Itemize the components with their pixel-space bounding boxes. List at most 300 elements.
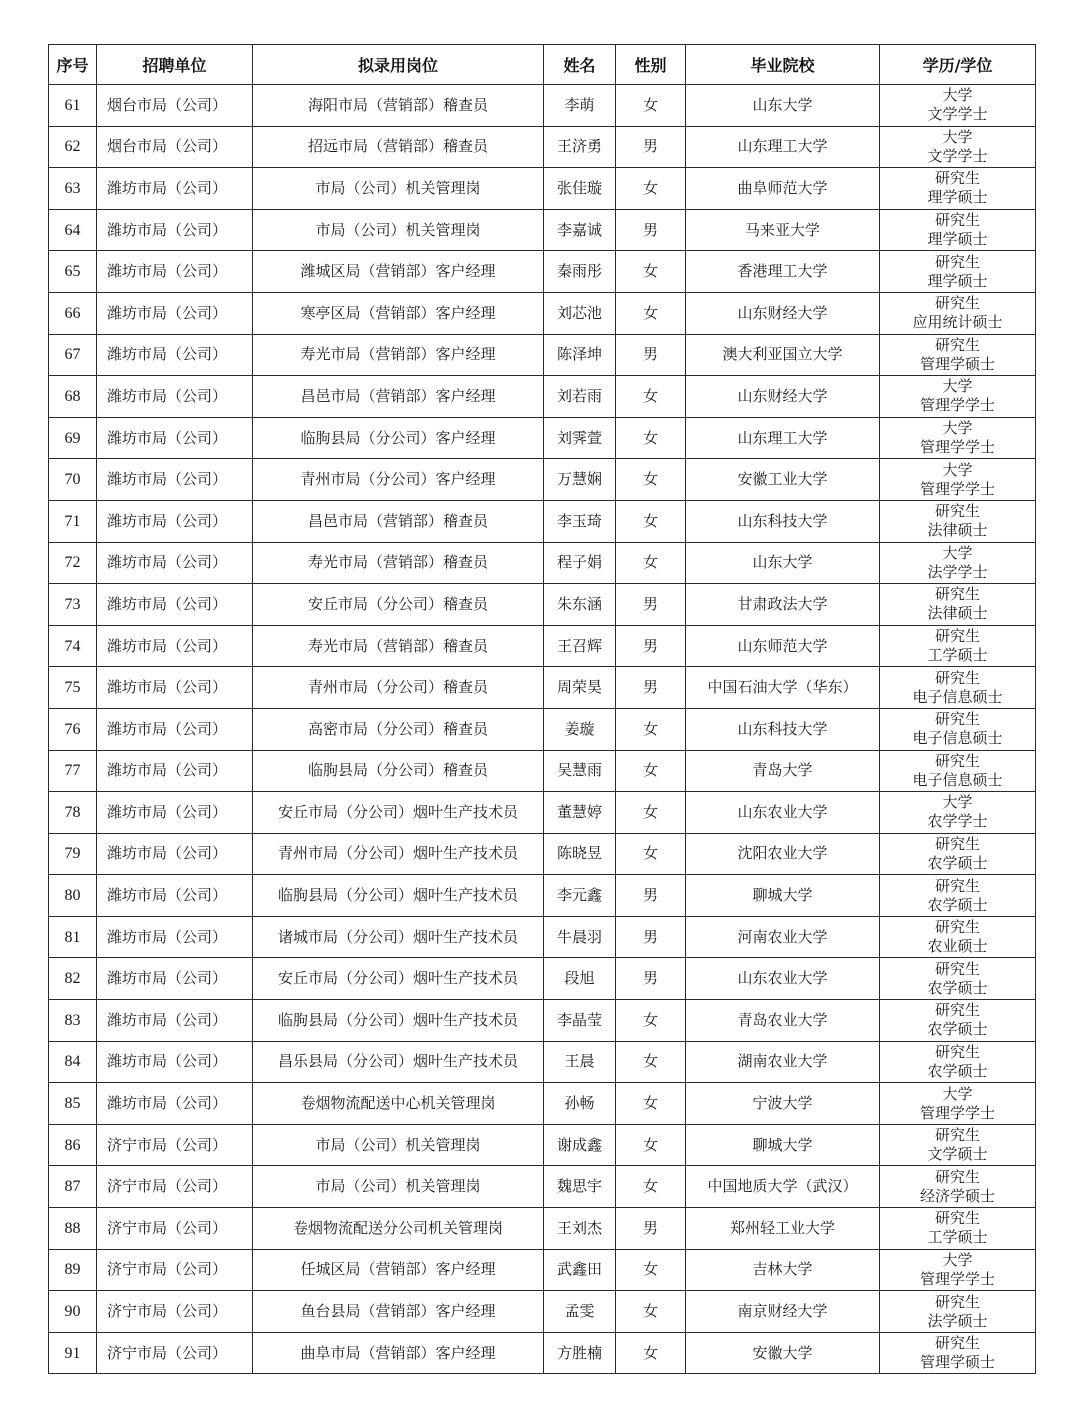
table-row — [49, 417, 1036, 459]
cell-serial-no: 63 — [49, 168, 97, 210]
cell-gender: 女 — [616, 1041, 686, 1083]
cell-serial-no: 68 — [49, 376, 97, 418]
cell-gender: 女 — [616, 1083, 686, 1125]
cell-name: 陈泽坤 — [544, 334, 616, 376]
degree: 管理学学士 — [919, 396, 995, 415]
cell-graduate-school: 沈阳农业大学 — [686, 833, 880, 875]
cell-name: 魏思宇 — [544, 1166, 616, 1208]
education-level: 大学 — [942, 377, 973, 396]
cell-recruiting-unit: 烟台市局（公司） — [97, 126, 253, 168]
cell-name: 李玉琦 — [544, 500, 616, 542]
cell-name: 姜璇 — [544, 708, 616, 750]
cell-serial-no: 80 — [49, 875, 97, 917]
cell-recruiting-unit: 潍坊市局（公司） — [97, 958, 253, 1000]
cell-name: 王济勇 — [544, 126, 616, 168]
cell-education-degree — [880, 542, 1036, 584]
table-row — [49, 1000, 1036, 1042]
degree: 文学学士 — [927, 146, 988, 165]
cell-proposed-post: 临朐县局（分公司）客户经理 — [253, 417, 544, 459]
cell-graduate-school: 南京财经大学 — [686, 1291, 880, 1333]
cell-gender: 女 — [616, 1166, 686, 1208]
table-row — [49, 1208, 1036, 1250]
cell-serial-no: 74 — [49, 625, 97, 667]
cell-recruiting-unit: 潍坊市局（公司） — [97, 750, 253, 792]
cell-recruiting-unit: 济宁市局（公司） — [97, 1332, 253, 1374]
cell-gender: 女 — [616, 1000, 686, 1042]
table-row — [49, 542, 1036, 584]
header-gender: 性别 — [616, 45, 686, 85]
cell-graduate-school: 吉林大学 — [686, 1249, 880, 1291]
education-level: 大学 — [942, 793, 973, 812]
education-level: 大学 — [942, 127, 973, 146]
cell-gender: 女 — [616, 542, 686, 584]
education-level: 研究生 — [934, 1126, 980, 1145]
cell-name: 吴慧雨 — [544, 750, 616, 792]
cell-gender: 男 — [616, 958, 686, 1000]
cell-name: 孙畅 — [544, 1083, 616, 1125]
cell-serial-no: 84 — [49, 1041, 97, 1083]
cell-gender: 女 — [616, 708, 686, 750]
table-row — [49, 376, 1036, 418]
cell-proposed-post: 市局（公司）机关管理岗 — [253, 168, 544, 210]
education-level: 研究生 — [934, 169, 980, 188]
degree: 法律硕士 — [927, 604, 988, 623]
degree: 农学硕士 — [927, 895, 988, 914]
education-level: 研究生 — [934, 1334, 980, 1353]
cell-proposed-post: 寒亭区局（营销部）客户经理 — [253, 292, 544, 334]
degree: 理学硕士 — [927, 271, 988, 290]
header-recruiting-unit: 招聘单位 — [97, 45, 253, 85]
degree: 工学硕士 — [927, 646, 988, 665]
cell-gender: 女 — [616, 85, 686, 127]
degree: 农学硕士 — [927, 1020, 988, 1039]
cell-graduate-school: 香港理工大学 — [686, 251, 880, 293]
cell-serial-no: 66 — [49, 292, 97, 334]
table-row — [49, 1041, 1036, 1083]
cell-gender: 女 — [616, 251, 686, 293]
education-level: 研究生 — [934, 252, 980, 271]
education-level: 研究生 — [934, 585, 980, 604]
cell-education-degree — [880, 85, 1036, 127]
cell-education-degree — [880, 708, 1036, 750]
cell-serial-no: 75 — [49, 667, 97, 709]
degree: 农学硕士 — [927, 853, 988, 872]
cell-recruiting-unit: 潍坊市局（公司） — [97, 459, 253, 501]
cell-serial-no: 70 — [49, 459, 97, 501]
cell-serial-no: 83 — [49, 1000, 97, 1042]
cell-gender: 女 — [616, 1249, 686, 1291]
cell-recruiting-unit: 潍坊市局（公司） — [97, 542, 253, 584]
cell-proposed-post: 市局（公司）机关管理岗 — [253, 1166, 544, 1208]
cell-graduate-school: 山东农业大学 — [686, 792, 880, 834]
cell-education-degree — [880, 625, 1036, 667]
cell-name: 秦雨彤 — [544, 251, 616, 293]
table-row — [49, 1166, 1036, 1208]
education-level: 研究生 — [934, 668, 980, 687]
table-row — [49, 1083, 1036, 1125]
cell-proposed-post: 寿光市局（营销部）客户经理 — [253, 334, 544, 376]
cell-proposed-post: 高密市局（分公司）稽查员 — [253, 708, 544, 750]
table-row — [49, 1291, 1036, 1333]
cell-gender: 女 — [616, 292, 686, 334]
cell-education-degree — [880, 750, 1036, 792]
cell-graduate-school: 宁波大学 — [686, 1083, 880, 1125]
cell-recruiting-unit: 潍坊市局（公司） — [97, 667, 253, 709]
cell-name: 朱东涵 — [544, 584, 616, 626]
cell-serial-no: 73 — [49, 584, 97, 626]
education-level: 研究生 — [934, 1292, 980, 1311]
education-level: 研究生 — [934, 1001, 980, 1020]
cell-recruiting-unit: 潍坊市局（公司） — [97, 417, 253, 459]
education-level: 大学 — [942, 419, 973, 438]
cell-graduate-school: 山东财经大学 — [686, 376, 880, 418]
degree: 法学学士 — [927, 562, 988, 581]
degree: 管理学学士 — [919, 1269, 995, 1288]
cell-education-degree — [880, 1291, 1036, 1333]
cell-name: 牛晨羽 — [544, 916, 616, 958]
cell-proposed-post: 招远市局（营销部）稽查员 — [253, 126, 544, 168]
cell-gender: 女 — [616, 1291, 686, 1333]
cell-name: 万慧娴 — [544, 459, 616, 501]
cell-proposed-post: 安丘市局（分公司）烟叶生产技术员 — [253, 792, 544, 834]
cell-name: 王召辉 — [544, 625, 616, 667]
cell-gender: 女 — [616, 792, 686, 834]
cell-education-degree — [880, 1124, 1036, 1166]
cell-proposed-post: 安丘市局（分公司）烟叶生产技术员 — [253, 958, 544, 1000]
degree: 文学学士 — [927, 105, 988, 124]
table-row — [49, 708, 1036, 750]
cell-serial-no: 67 — [49, 334, 97, 376]
cell-proposed-post: 市局（公司）机关管理岗 — [253, 209, 544, 251]
degree: 文学硕士 — [927, 1145, 988, 1164]
cell-recruiting-unit: 济宁市局（公司） — [97, 1124, 253, 1166]
table-row — [49, 334, 1036, 376]
cell-graduate-school: 山东大学 — [686, 542, 880, 584]
cell-serial-no: 61 — [49, 85, 97, 127]
table-row — [49, 792, 1036, 834]
cell-recruiting-unit: 济宁市局（公司） — [97, 1166, 253, 1208]
cell-education-degree — [880, 1083, 1036, 1125]
cell-recruiting-unit: 潍坊市局（公司） — [97, 708, 253, 750]
cell-gender: 女 — [616, 459, 686, 501]
table-row — [49, 875, 1036, 917]
cell-graduate-school: 澳大利亚国立大学 — [686, 334, 880, 376]
education-level: 研究生 — [934, 834, 980, 853]
cell-gender: 男 — [616, 875, 686, 917]
cell-gender: 男 — [616, 667, 686, 709]
cell-proposed-post: 昌邑市局（营销部）客户经理 — [253, 376, 544, 418]
cell-gender: 女 — [616, 750, 686, 792]
header-graduate-school: 毕业院校 — [686, 45, 880, 85]
degree: 管理学硕士 — [919, 1353, 995, 1372]
cell-education-degree — [880, 376, 1036, 418]
cell-education-degree — [880, 168, 1036, 210]
cell-education-degree — [880, 459, 1036, 501]
degree: 理学硕士 — [927, 230, 988, 249]
table-row — [49, 85, 1036, 127]
cell-serial-no: 77 — [49, 750, 97, 792]
degree: 法律硕士 — [927, 521, 988, 540]
cell-proposed-post: 卷烟物流配送中心机关管理岗 — [253, 1083, 544, 1125]
education-level: 研究生 — [934, 959, 980, 978]
education-level: 研究生 — [934, 1042, 980, 1061]
table-row — [49, 625, 1036, 667]
cell-gender: 女 — [616, 1332, 686, 1374]
cell-graduate-school: 中国石油大学（华东） — [686, 667, 880, 709]
cell-education-degree — [880, 667, 1036, 709]
cell-serial-no: 89 — [49, 1249, 97, 1291]
cell-gender: 男 — [616, 126, 686, 168]
education-level: 研究生 — [934, 918, 980, 937]
table-row — [49, 958, 1036, 1000]
cell-education-degree — [880, 584, 1036, 626]
header-row — [49, 45, 1036, 85]
cell-education-degree — [880, 209, 1036, 251]
cell-recruiting-unit: 潍坊市局（公司） — [97, 875, 253, 917]
degree: 农学硕士 — [927, 978, 988, 997]
cell-serial-no: 62 — [49, 126, 97, 168]
header-education-degree: 学历/学位 — [880, 45, 1036, 85]
cell-serial-no: 76 — [49, 708, 97, 750]
degree: 电子信息硕士 — [912, 770, 1003, 789]
degree: 法学硕士 — [927, 1311, 988, 1330]
table-row — [49, 459, 1036, 501]
degree: 管理学学士 — [919, 479, 995, 498]
degree: 应用统计硕士 — [912, 313, 1003, 332]
header-proposed-post: 拟录用岗位 — [253, 45, 544, 85]
cell-graduate-school: 聊城大学 — [686, 875, 880, 917]
cell-recruiting-unit: 潍坊市局（公司） — [97, 209, 253, 251]
cell-education-degree — [880, 1249, 1036, 1291]
education-level: 研究生 — [934, 1209, 980, 1228]
table-row — [49, 833, 1036, 875]
table-row — [49, 750, 1036, 792]
cell-serial-no: 87 — [49, 1166, 97, 1208]
cell-serial-no: 65 — [49, 251, 97, 293]
cell-education-degree — [880, 126, 1036, 168]
cell-graduate-school: 湖南农业大学 — [686, 1041, 880, 1083]
cell-name: 程子娟 — [544, 542, 616, 584]
cell-gender: 男 — [616, 209, 686, 251]
header-serial-no: 序号 — [49, 45, 97, 85]
cell-proposed-post: 昌邑市局（营销部）稽查员 — [253, 500, 544, 542]
cell-proposed-post: 诸城市局（分公司）烟叶生产技术员 — [253, 916, 544, 958]
cell-recruiting-unit: 潍坊市局（公司） — [97, 376, 253, 418]
cell-name: 李萌 — [544, 85, 616, 127]
cell-graduate-school: 山东师范大学 — [686, 625, 880, 667]
cell-serial-no: 86 — [49, 1124, 97, 1166]
cell-graduate-school: 马来亚大学 — [686, 209, 880, 251]
recruitment-table — [48, 44, 1036, 1374]
cell-graduate-school: 山东理工大学 — [686, 417, 880, 459]
cell-name: 周荣昊 — [544, 667, 616, 709]
degree: 电子信息硕士 — [912, 729, 1003, 748]
cell-education-degree — [880, 958, 1036, 1000]
cell-name: 武鑫田 — [544, 1249, 616, 1291]
cell-name: 董慧婷 — [544, 792, 616, 834]
cell-graduate-school: 安徽工业大学 — [686, 459, 880, 501]
cell-serial-no: 64 — [49, 209, 97, 251]
table-row — [49, 126, 1036, 168]
cell-education-degree — [880, 833, 1036, 875]
cell-recruiting-unit: 潍坊市局（公司） — [97, 292, 253, 334]
cell-name: 王晨 — [544, 1041, 616, 1083]
cell-gender: 男 — [616, 584, 686, 626]
cell-proposed-post: 青州市局（分公司）客户经理 — [253, 459, 544, 501]
cell-name: 段旭 — [544, 958, 616, 1000]
cell-recruiting-unit: 潍坊市局（公司） — [97, 500, 253, 542]
cell-proposed-post: 临朐县局（分公司）烟叶生产技术员 — [253, 875, 544, 917]
cell-graduate-school: 山东科技大学 — [686, 500, 880, 542]
degree: 农学硕士 — [927, 1061, 988, 1080]
header-name: 姓名 — [544, 45, 616, 85]
cell-graduate-school: 曲阜师范大学 — [686, 168, 880, 210]
cell-name: 刘若雨 — [544, 376, 616, 418]
cell-serial-no: 90 — [49, 1291, 97, 1333]
cell-proposed-post: 临朐县局（分公司）稽查员 — [253, 750, 544, 792]
cell-proposed-post: 临朐县局（分公司）烟叶生产技术员 — [253, 1000, 544, 1042]
cell-recruiting-unit: 潍坊市局（公司） — [97, 625, 253, 667]
degree: 管理学硕士 — [919, 354, 995, 373]
education-level: 大学 — [942, 1250, 973, 1269]
table-row — [49, 500, 1036, 542]
cell-name: 谢成鑫 — [544, 1124, 616, 1166]
cell-recruiting-unit: 潍坊市局（公司） — [97, 168, 253, 210]
degree: 理学硕士 — [927, 188, 988, 207]
table-row — [49, 667, 1036, 709]
cell-recruiting-unit: 潍坊市局（公司） — [97, 1041, 253, 1083]
cell-name: 王刘杰 — [544, 1208, 616, 1250]
degree: 经济学硕士 — [919, 1186, 995, 1205]
cell-proposed-post: 青州市局（分公司）烟叶生产技术员 — [253, 833, 544, 875]
cell-education-degree — [880, 292, 1036, 334]
cell-proposed-post: 市局（公司）机关管理岗 — [253, 1124, 544, 1166]
cell-education-degree — [880, 1000, 1036, 1042]
education-level: 大学 — [942, 460, 973, 479]
table-row — [49, 1332, 1036, 1374]
cell-graduate-school: 山东农业大学 — [686, 958, 880, 1000]
cell-gender: 女 — [616, 168, 686, 210]
cell-graduate-school: 山东财经大学 — [686, 292, 880, 334]
cell-graduate-school: 山东大学 — [686, 85, 880, 127]
cell-proposed-post: 安丘市局（分公司）稽查员 — [253, 584, 544, 626]
education-level: 研究生 — [934, 751, 980, 770]
table-row — [49, 292, 1036, 334]
cell-serial-no: 85 — [49, 1083, 97, 1125]
cell-recruiting-unit: 潍坊市局（公司） — [97, 584, 253, 626]
table-row — [49, 1249, 1036, 1291]
cell-proposed-post: 寿光市局（营销部）稽查员 — [253, 625, 544, 667]
cell-name: 刘芯池 — [544, 292, 616, 334]
cell-gender: 女 — [616, 833, 686, 875]
cell-gender: 女 — [616, 1124, 686, 1166]
education-level: 研究生 — [934, 876, 980, 895]
cell-recruiting-unit: 烟台市局（公司） — [97, 85, 253, 127]
cell-name: 张佳璇 — [544, 168, 616, 210]
cell-graduate-school: 青岛农业大学 — [686, 1000, 880, 1042]
table-row — [49, 251, 1036, 293]
cell-graduate-school: 青岛大学 — [686, 750, 880, 792]
cell-education-degree — [880, 1332, 1036, 1374]
cell-gender: 女 — [616, 500, 686, 542]
cell-name: 刘霁萱 — [544, 417, 616, 459]
cell-graduate-school: 山东科技大学 — [686, 708, 880, 750]
cell-proposed-post: 寿光市局（营销部）稽查员 — [253, 542, 544, 584]
cell-gender: 男 — [616, 625, 686, 667]
cell-serial-no: 71 — [49, 500, 97, 542]
cell-education-degree — [880, 1166, 1036, 1208]
cell-serial-no: 81 — [49, 916, 97, 958]
degree: 工学硕士 — [927, 1228, 988, 1247]
cell-education-degree — [880, 792, 1036, 834]
cell-serial-no: 79 — [49, 833, 97, 875]
cell-name: 陈晓昱 — [544, 833, 616, 875]
education-level: 研究生 — [934, 294, 980, 313]
education-level: 研究生 — [934, 710, 980, 729]
cell-gender: 男 — [616, 916, 686, 958]
cell-proposed-post: 青州市局（分公司）稽查员 — [253, 667, 544, 709]
cell-recruiting-unit: 潍坊市局（公司） — [97, 792, 253, 834]
cell-education-degree — [880, 417, 1036, 459]
cell-graduate-school: 甘肃政法大学 — [686, 584, 880, 626]
cell-proposed-post: 任城区局（营销部）客户经理 — [253, 1249, 544, 1291]
cell-serial-no: 88 — [49, 1208, 97, 1250]
cell-education-degree — [880, 875, 1036, 917]
education-level: 研究生 — [934, 211, 980, 230]
cell-proposed-post: 卷烟物流配送分公司机关管理岗 — [253, 1208, 544, 1250]
table-body — [49, 85, 1036, 1374]
cell-name: 李晶莹 — [544, 1000, 616, 1042]
recruitment-table-sheet — [48, 44, 1035, 1374]
cell-gender: 男 — [616, 1208, 686, 1250]
education-level: 研究生 — [934, 335, 980, 354]
cell-serial-no: 69 — [49, 417, 97, 459]
cell-education-degree — [880, 1041, 1036, 1083]
cell-recruiting-unit: 潍坊市局（公司） — [97, 334, 253, 376]
cell-graduate-school: 聊城大学 — [686, 1124, 880, 1166]
cell-education-degree — [880, 334, 1036, 376]
degree: 管理学学士 — [919, 438, 995, 457]
cell-gender: 男 — [616, 334, 686, 376]
cell-proposed-post: 昌乐县局（分公司）烟叶生产技术员 — [253, 1041, 544, 1083]
education-level: 大学 — [942, 543, 973, 562]
education-level: 大学 — [942, 1084, 973, 1103]
cell-education-degree — [880, 1208, 1036, 1250]
cell-recruiting-unit: 济宁市局（公司） — [97, 1249, 253, 1291]
cell-graduate-school: 中国地质大学（武汉） — [686, 1166, 880, 1208]
degree: 农业硕士 — [927, 937, 988, 956]
table-row — [49, 584, 1036, 626]
cell-education-degree — [880, 916, 1036, 958]
education-level: 研究生 — [934, 627, 980, 646]
cell-serial-no: 72 — [49, 542, 97, 584]
cell-serial-no: 82 — [49, 958, 97, 1000]
table-row — [49, 168, 1036, 210]
cell-recruiting-unit: 潍坊市局（公司） — [97, 916, 253, 958]
table-row — [49, 209, 1036, 251]
degree: 电子信息硕士 — [912, 687, 1003, 706]
table-row — [49, 916, 1036, 958]
cell-recruiting-unit: 济宁市局（公司） — [97, 1208, 253, 1250]
table-row — [49, 1124, 1036, 1166]
cell-graduate-school: 河南农业大学 — [686, 916, 880, 958]
cell-proposed-post: 曲阜市局（营销部）客户经理 — [253, 1332, 544, 1374]
cell-proposed-post: 海阳市局（营销部）稽查员 — [253, 85, 544, 127]
cell-recruiting-unit: 潍坊市局（公司） — [97, 1083, 253, 1125]
cell-serial-no: 91 — [49, 1332, 97, 1374]
cell-serial-no: 78 — [49, 792, 97, 834]
cell-graduate-school: 郑州轻工业大学 — [686, 1208, 880, 1250]
